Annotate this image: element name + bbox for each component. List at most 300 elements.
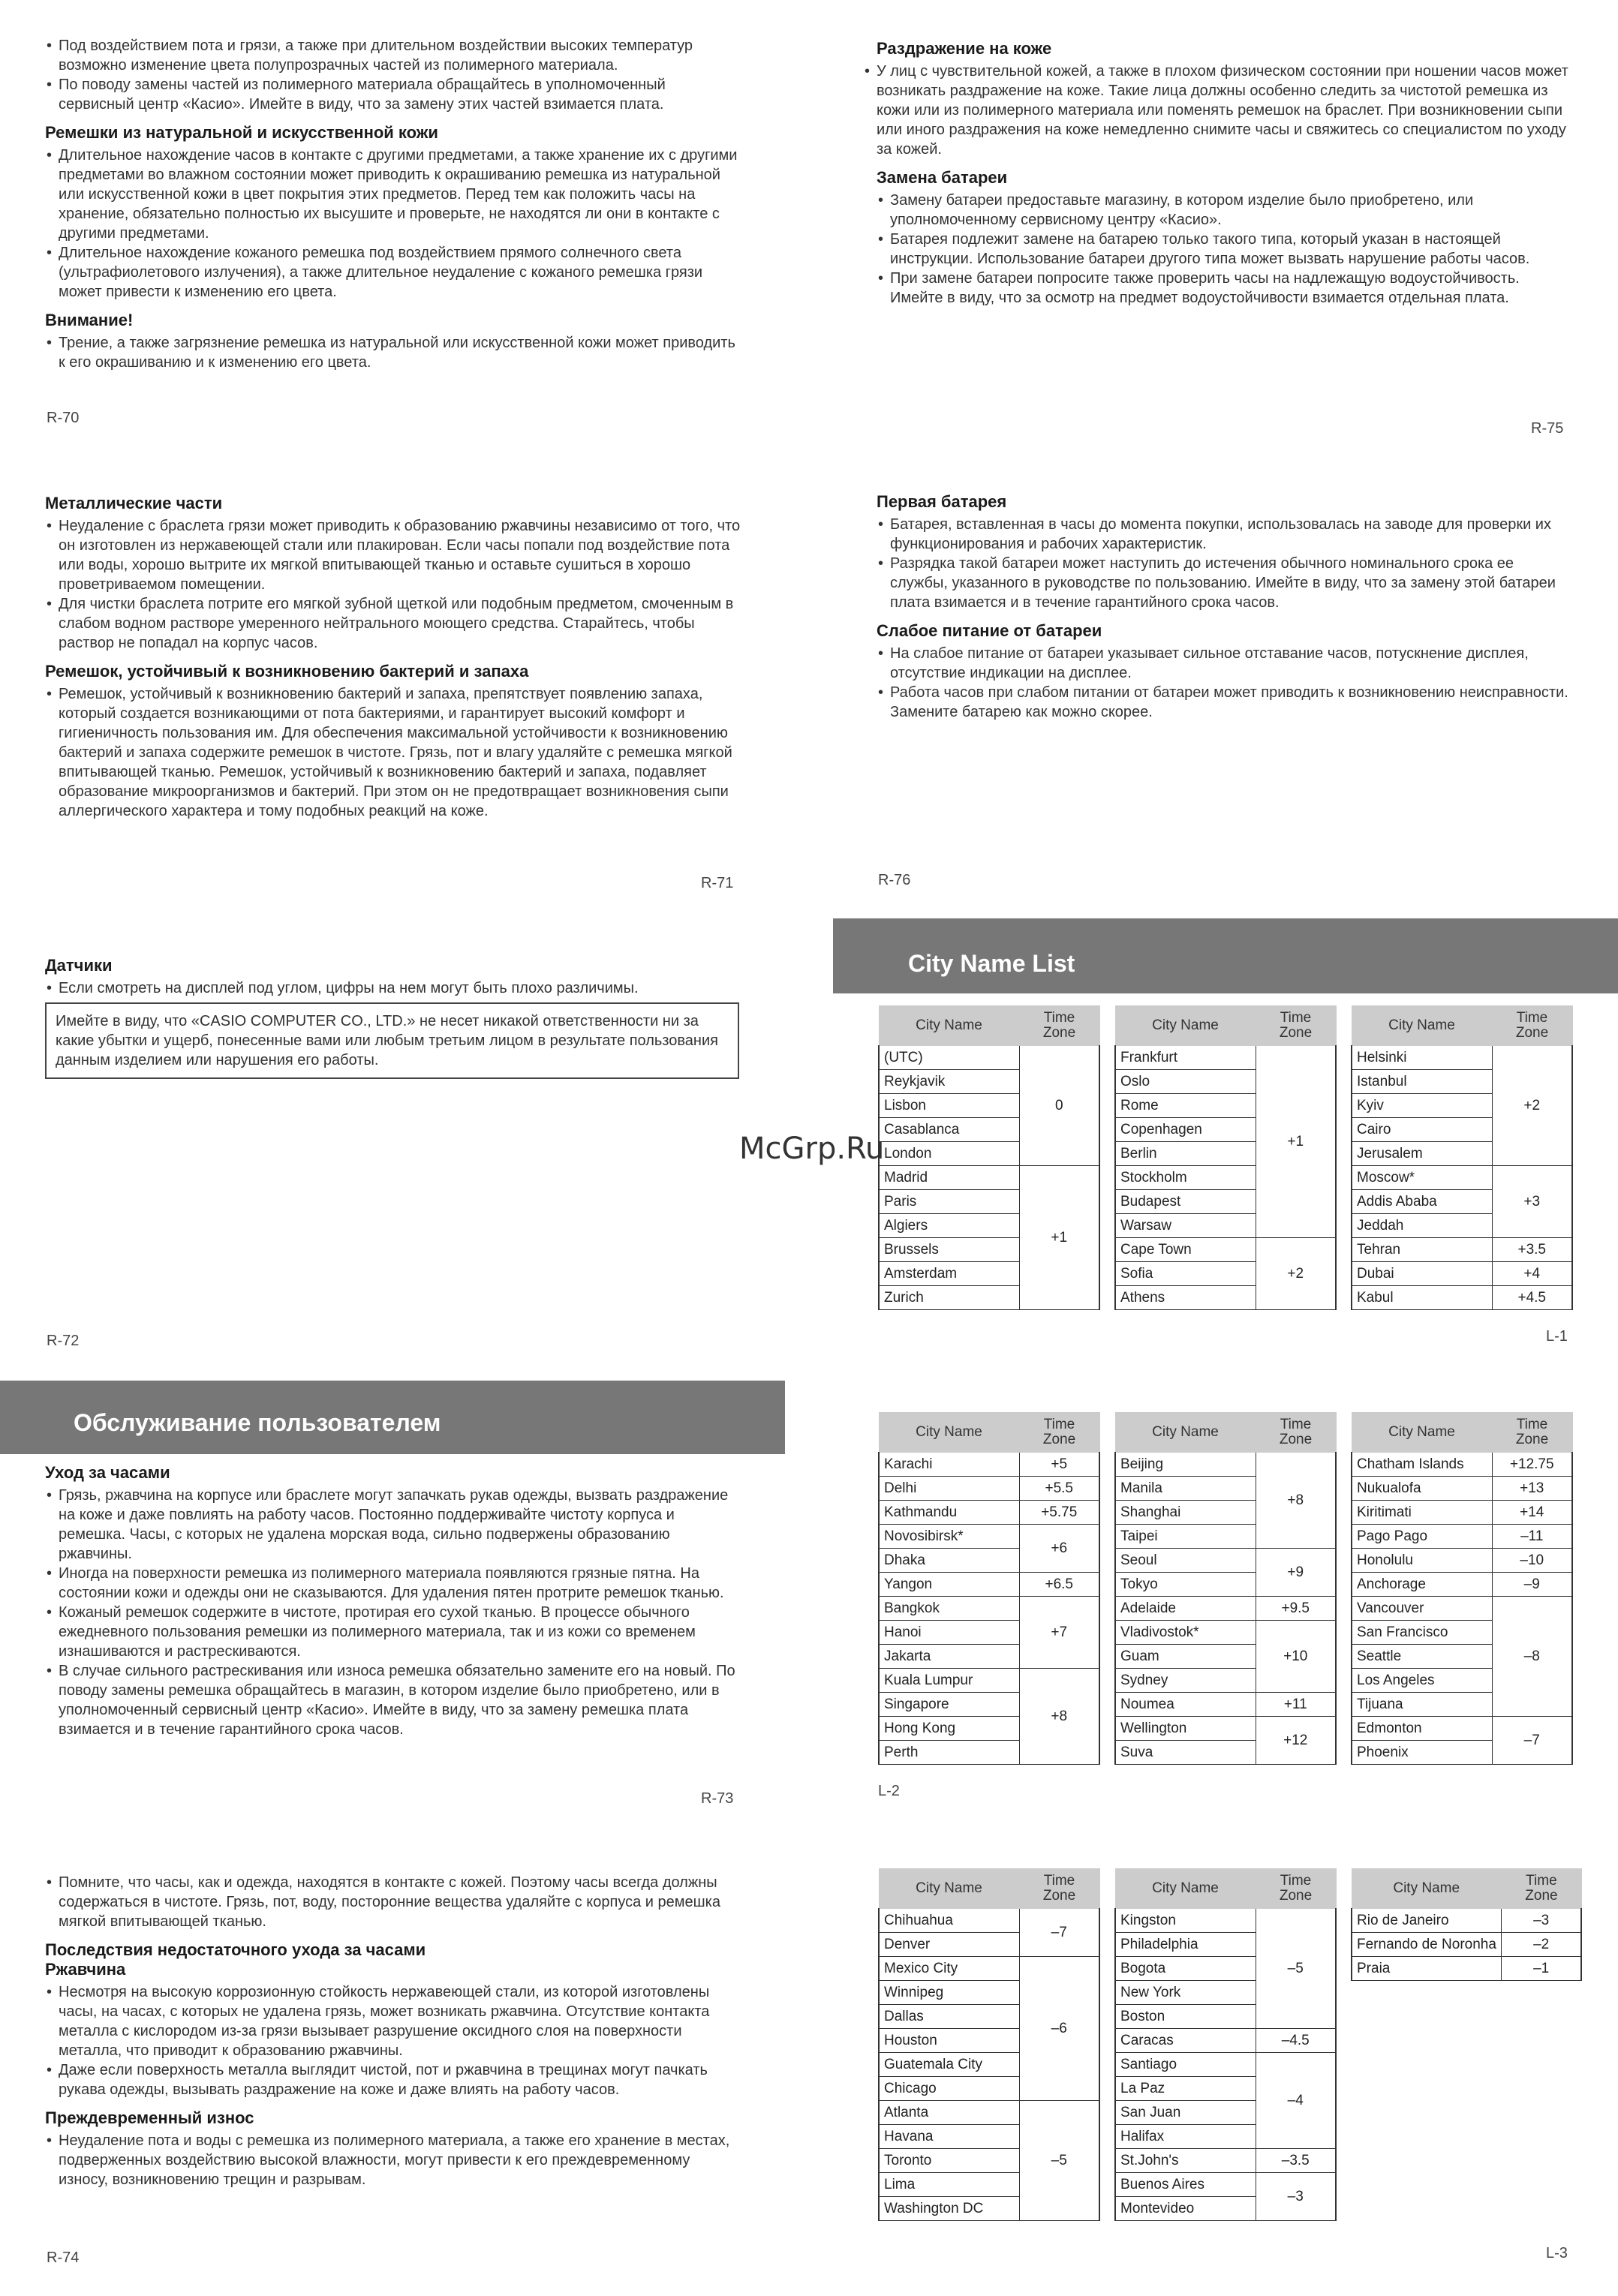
table-row [879,1957,1099,1981]
time-zone-cell: +12 [1256,1717,1336,1765]
city-table-9 [1351,1868,1582,1981]
page-r73 [45,1463,743,1748]
city-cell: Guam [1115,1645,1256,1669]
bullet-item: • Даже если поверхность металла выглядит чистой, пот и ржавчина в трещинах могут пачкать рукава одежды, вызывать раздражение на коже и даже влиять на работу часов. [45,2060,743,2099]
table-row [1115,1717,1336,1741]
bullets-r74-3 [45,2131,743,2189]
city-cell: Chicago [879,2077,1019,2101]
city-cell: Nukualofa [1352,1477,1492,1501]
time-zone-cell: +5.75 [1019,1501,1099,1525]
city-table-8 [1114,1868,1337,2221]
city-cell: Jeddah [1352,1214,1492,1238]
bullet-item: • Неудаление с браслета грязи может приводить к образованию ржавчины независимо от того, что он изготовлен из нержавеющей стали или плакирован. Если часы попали под воздействие пота или воды, хорошо вытрите их мягкой впитывающей тканью и оставьте сушиться в хорошо проветриваемом помещении. [45,516,743,594]
bullet-item: • Кожаный ремешок содержите в чистоте, протирая его сухой тканью. В процессе обычного ежедневного пользования ремешки из полимерного материала, так и из кожи со временем изнашиваются и растрескиваются. [45,1603,743,1661]
bullet-item: • Неудаление пота и воды с ремешка из полимерного материала, а также его хранение в местах, подверженных воздействию высокой влажности, могут привести к его преждевременному износу, возникновению трещин и разрывам. [45,2131,743,2189]
table-row [879,1573,1099,1597]
bullet-item: • Длительное нахождение кожаного ремешка под воздействием прямого солнечного света (ультрафиолетового излучения), а также длительное неудаление с кожаного ремешка грязи может привести к изменению его цвета. [45,243,743,302]
city-cell: Montevideo [1115,2197,1256,2221]
section-band-city-name-list: City Name List [833,918,1618,993]
bullet-item: • Батарея подлежит замене на батарею только такого типа, который указан в настоящей инструкции. Использование батареи другого типа может вызвать нарушение работы часов. [877,230,1574,269]
bullet-item: • Несмотря на высокую коррозионную стойкость нержавеющей стали, из которой изготовлены часы, на часах, с которых не удалена грязь, может возникать ржавчина. Отсутствие контакта металла с кислородом из-за грязи вызывает разрушение оксидного слоя на поверхности металла, что приводит к образованию ржавчины. [45,1982,743,2060]
bullet-item: • Длительное нахождение часов в контакте с другими предметами, а также хранение их с другими предметами во влажном состоянии может приводить к окрашиванию ремешка из натуральной или искусственной кожи в цвет покрытия этих предметов. Перед тем как положить часы на хранение, обязательно полностью их высушите и проверьте, не находятся ли они в контакте с другими предметами. [45,146,743,243]
header-city-name: City Name [879,1869,1019,1909]
bullets-r70-2 [45,146,743,302]
table-row [879,1501,1099,1525]
page-r76 [877,492,1574,731]
time-zone-cell: +9.5 [1256,1597,1336,1621]
page-number-l1: L-1 [1546,1328,1568,1345]
city-cell: Warsaw [1115,1214,1256,1238]
city-cell: Phoenix [1352,1741,1492,1765]
city-cell: Beijing [1115,1453,1256,1477]
header-time-label: Time [1280,1417,1312,1432]
city-cell: Wellington [1115,1717,1256,1741]
header-city-name: City Name [879,1413,1019,1453]
city-cell: Cairo [1352,1118,1492,1142]
city-cell: Frankfurt [1115,1046,1256,1070]
header-time-zone [1256,1869,1336,1909]
header-city-name: City Name [879,1006,1019,1046]
city-cell: Delhi [879,1477,1019,1501]
city-cell: Anchorage [1352,1573,1492,1597]
city-cell: Sydney [1115,1669,1256,1693]
city-cell: Seattle [1352,1645,1492,1669]
page-number-r72: R-72 [47,1333,80,1349]
bullets-r73-1 [45,1486,743,1739]
time-zone-cell: +14 [1492,1501,1572,1525]
city-table-6 [1351,1412,1573,1765]
bullets-r72-1 [45,978,739,998]
header-time-zone [1501,1869,1581,1909]
city-cell: Los Angeles [1352,1669,1492,1693]
time-zone-cell: +3.5 [1492,1238,1572,1262]
city-cell: Cape Town [1115,1238,1256,1262]
heading-skin-irritation: Раздражение на коже [877,39,1052,58]
time-zone-cell: –8 [1492,1597,1572,1717]
city-cell: Casablanca [879,1118,1019,1142]
city-cell: Vladivostok* [1115,1621,1256,1645]
table-row [1115,1909,1336,1933]
heading-insufficient-care: Последствия недостаточного ухода за часами [45,1940,426,1959]
header-zone-label: Zone [1042,1432,1076,1447]
city-cell: Toronto [879,2149,1019,2173]
city-cell: St.John's [1115,2149,1256,2173]
time-zone-cell: +2 [1256,1238,1336,1310]
city-cell: Addis Ababa [1352,1190,1492,1214]
city-cell: Philadelphia [1115,1933,1256,1957]
bullet-item: • Разрядка такой батареи может наступить до истечения обычного номинального срока ее службы, указанного в руководстве по пользованию. Имейте в виду, что за замену этой батареи плата взимается и в течение гарантийного срока часов. [877,554,1574,612]
bullet-item: • Для чистки браслета потрите его мягкой зубной щеткой или подобным предметом, смоченным в слабом водном растворе умеренного нейтрального моющего средства. Старайтесь, чтобы раствор не попадал на корпус часов. [45,594,743,653]
time-zone-cell: –3 [1501,1909,1581,1933]
table-row [1115,1238,1336,1262]
bullet-item: • Замену батареи предоставьте магазину, в котором изделие было приобретено, или уполномоченному сервисному центру «Касио». [877,191,1574,230]
page-number-r76: R-76 [878,872,911,888]
heading-leather-straps: Ремешки из натуральной и искусственной кожи [45,123,438,142]
city-cell: Stockholm [1115,1166,1256,1190]
table-row [1352,1262,1572,1286]
city-cell: Halifax [1115,2125,1256,2149]
city-cell: Kathmandu [879,1501,1019,1525]
bullet-item: • Под воздействием пота и грязи, а также при длительном воздействии высоких температур возможно изменение цвета полупрозрачных частей из полимерного материала. [45,36,743,75]
header-time-label: Time [1043,1417,1075,1432]
time-zone-cell: –5 [1256,1909,1336,2029]
header-zone-label: Zone [1515,1432,1549,1447]
city-cell: Kingston [1115,1909,1256,1933]
city-table-7 [878,1868,1100,2221]
table-row [1115,2053,1336,2077]
city-table-2 [1114,1005,1337,1310]
bullet-item: • Грязь, ржавчина на корпусе или браслете могут запачкать рукав одежды, вызвать раздражение на коже и даже повлиять на работу часов. Постоянно поддерживайте чистоту корпуса и ремешка. Часы, с которых не удалена морская вода, сильно подвержены образованию ржавчины. [45,1486,743,1564]
city-cell: Jerusalem [1352,1142,1492,1166]
city-cell: Atlanta [879,2101,1019,2125]
bullets-r76-1 [877,515,1574,612]
bullet-item: • Иногда на поверхности ремешка из полимерного материала появляются грязные пятна. На состоянии кожи и одежды они не сказываются. Для удаления пятен протрите ремешок тканью. [45,1564,743,1603]
page-number-l3: L-3 [1546,2245,1568,2261]
table-row [1352,1597,1572,1621]
time-zone-cell: +4 [1492,1262,1572,1286]
table-row [1352,1477,1572,1501]
header-time-label: Time [1043,1010,1075,1026]
city-table-3 [1351,1005,1573,1310]
city-cell: Adelaide [1115,1597,1256,1621]
header-city-name: City Name [1352,1006,1492,1046]
disclaimer-box: Имейте в виду, что «CASIO COMPUTER CO., LTD.» не несет никакой ответственности ни за какие убытки и ущерб, понесенные вами или любым третьим лицом в результате пользования данным изделием или нарушения его работы. [45,1002,739,1079]
time-zone-cell: 0 [1019,1046,1099,1166]
bullet-item: • Батарея, вставленная в часы до момента покупки, использовалась на заводе для проверки их функционирования и рабочих характеристик. [877,515,1574,554]
time-zone-cell: +1 [1256,1046,1336,1238]
city-cell: Honolulu [1352,1549,1492,1573]
page-number-r75: R-75 [1531,420,1564,437]
bullets-r70-3 [45,333,743,372]
bullet-item: • У лиц с чувствительной кожей, а также в плохом физическом состоянии при ношении часов может возникать раздражение на коже. Такие лица должны особенно следить за чистотой ремешка из кожи или из полимерного материала или поменять ремешок на браслет. При возникновении сыпи или иного раздражения на коже немедленно снимите часы и свяжитесь со специалистом по уходу за кожей. [863,62,1574,159]
city-cell: Moscow* [1352,1166,1492,1190]
header-zone-label: Zone [1525,1888,1558,1904]
city-cell: Bogota [1115,1957,1256,1981]
bullet-item: • На слабое питание от батареи указывает сильное отставание часов, потускнение дисплея, отсутствие индикации на дисплее. [877,644,1574,683]
header-time-label: Time [1516,1417,1548,1432]
city-cell: Reykjavik [879,1070,1019,1094]
city-cell: Washington DC [879,2197,1019,2221]
header-time-label: Time [1516,1010,1548,1026]
city-cell: Copenhagen [1115,1118,1256,1142]
city-cell: Taipei [1115,1525,1256,1549]
table-row [1352,1957,1581,1981]
city-cell: Suva [1115,1741,1256,1765]
city-cell: Rio de Janeiro [1352,1909,1501,1933]
city-cell: Noumea [1115,1693,1256,1717]
city-cell: Amsterdam [879,1262,1019,1286]
city-cell: Kiritimati [1352,1501,1492,1525]
page-r72 [45,956,739,1079]
table-row [879,2101,1099,2125]
header-time-zone [1019,1869,1099,1909]
city-cell: Yangon [879,1573,1019,1597]
city-cell: Guatemala City [879,2053,1019,2077]
time-zone-cell: –4.5 [1256,2029,1336,2053]
page-number-r70: R-70 [47,410,80,426]
heading-antibacterial-strap: Ремешок, устойчивый к возникновению бактерий и запаха [45,662,529,681]
page-number-l2: L-2 [878,1783,900,1799]
city-cell: Praia [1352,1957,1501,1981]
city-cell: Sofia [1115,1262,1256,1286]
time-zone-cell: +7 [1019,1597,1099,1669]
city-cell: Madrid [879,1166,1019,1190]
city-cell: Edmonton [1352,1717,1492,1741]
city-cell: Havana [879,2125,1019,2149]
city-cell: Kabul [1352,1286,1492,1310]
time-zone-cell: –6 [1019,1957,1099,2101]
heading-attention: Внимание! [45,311,134,329]
city-cell: Dallas [879,2005,1019,2029]
city-cell: Brussels [879,1238,1019,1262]
watermark: McGrp.Ru [739,1131,885,1166]
page-number-r74: R-74 [47,2249,80,2266]
city-cell: Fernando de Noronha [1352,1933,1501,1957]
city-cell: Caracas [1115,2029,1256,2053]
time-zone-cell: +9 [1256,1549,1336,1597]
time-zone-cell: +12.75 [1492,1453,1572,1477]
time-zone-cell: +4.5 [1492,1286,1572,1310]
header-time-label: Time [1526,1873,1557,1889]
table-row [1352,1909,1581,1933]
table-row [1115,1046,1336,1070]
table-row [879,1453,1099,1477]
table-row [879,1525,1099,1549]
header-time-label: Time [1043,1873,1075,1889]
table-row [1115,1693,1336,1717]
time-zone-cell: –11 [1492,1525,1572,1549]
city-cell: San Juan [1115,2101,1256,2125]
page-number-r71: R-71 [701,875,734,891]
table-row [879,1669,1099,1693]
bullet-item: • Ремешок, устойчивый к возникновению бактерий и запаха, препятствует появлению запаха, который создается возникающими от пота бактериями, и гарантирует высокий комфорт и гигиеничность пользования им. Для обеспечения максимальной устойчивости к возникновению бактерий и запаха содержите ремешок в чистоте. Грязь, пот и влагу удаляйте с ремешка мягкой впитывающей тканью. Ремешок, устойчивый к возникновению бактерий и запаха, подавляет образование микроорганизмов и бактерий. При этом он не предотвращает возникновения сыпи аллергического характера и тому подобных реакций на коже. [45,684,743,821]
table-row [879,1046,1099,1070]
time-zone-cell: +8 [1256,1453,1336,1549]
city-cell: Tehran [1352,1238,1492,1262]
city-cell: Houston [879,2029,1019,2053]
time-zone-cell: +11 [1256,1693,1336,1717]
city-cell: London [879,1142,1019,1166]
time-zone-cell: –3.5 [1256,2149,1336,2173]
city-cell: Novosibirsk* [879,1525,1019,1549]
bullets-r75-1 [863,62,1574,159]
time-zone-cell: –9 [1492,1573,1572,1597]
bullet-item: • При замене батареи попросите также проверить часы на надлежащую водоустойчивость. Имейте в виду, что за осмотр на предмет водоустойчивости взимается отдельная плата. [877,269,1574,308]
table-row [1115,1597,1336,1621]
city-cell: Shanghai [1115,1501,1256,1525]
page-r70 [45,36,743,372]
bullets-r71-2 [45,684,743,821]
city-cell: Chatham Islands [1352,1453,1492,1477]
city-cell: New York [1115,1981,1256,2005]
bullet-item: • По поводу замены частей из полимерного материала обращайтесь в уполномоченный сервисный центр «Касио». Имейте в виду, что за замену этих частей взимается плата. [45,75,743,114]
table-row [1352,1046,1572,1070]
header-city-name: City Name [1115,1413,1256,1453]
header-zone-label: Zone [1042,1888,1076,1904]
header-time-zone [1019,1413,1099,1453]
city-cell: Bangkok [879,1597,1019,1621]
time-zone-cell: +1 [1019,1166,1099,1310]
header-city-name: City Name [1115,1869,1256,1909]
city-cell: Jakarta [879,1645,1019,1669]
city-cell: Mexico City [879,1957,1019,1981]
section-band-user-maintenance: Обслуживание пользователем [0,1381,785,1454]
time-zone-cell: +5 [1019,1453,1099,1477]
time-zone-cell: +6.5 [1019,1573,1099,1597]
city-cell: Zurich [879,1286,1019,1310]
city-cell: Karachi [879,1453,1019,1477]
city-cell: Boston [1115,2005,1256,2029]
bullet-item: • В случае сильного растрескивания или износа ремешка обязательно замените его на новый. По поводу замены ремешка обращайтесь в магазин, в котором изделие было приобретено, или в уполномоченный сервисный центр «Касио». Имейте в виду, что за замену ремешка плата взимается и в течение гарантийного срока часов. [45,1661,743,1739]
time-zone-cell: +6 [1019,1525,1099,1573]
city-cell: (UTC) [879,1046,1019,1070]
city-cell: Perth [879,1741,1019,1765]
city-cell: Budapest [1115,1190,1256,1214]
table-row [1115,1621,1336,1645]
time-zone-cell: +13 [1492,1477,1572,1501]
city-cell: Berlin [1115,1142,1256,1166]
table-row [879,1477,1099,1501]
city-cell: Lisbon [879,1094,1019,1118]
header-zone-label: Zone [1042,1025,1076,1041]
header-city-name: City Name [1352,1869,1501,1909]
city-cell: Rome [1115,1094,1256,1118]
time-zone-cell: –7 [1019,1909,1099,1957]
bullet-item: • Помните, что часы, как и одежда, находятся в контакте с кожей. Поэтому часы всегда должны содержаться в чистоте. Грязь, пот, воду, посторонние вещества удаляйте с корпуса и ремешка мягкой впитывающей тканью. [45,1873,743,1931]
city-cell: Tijuana [1352,1693,1492,1717]
heading-first-battery: Первая батарея [877,492,1007,511]
table-row [1352,1549,1572,1573]
table-row [1115,1453,1336,1477]
bullets-r76-2 [877,644,1574,722]
city-cell: Santiago [1115,2053,1256,2077]
time-zone-cell: –4 [1256,2053,1336,2149]
header-time-zone [1019,1006,1099,1046]
header-city-name: City Name [1352,1413,1492,1453]
city-cell: San Francisco [1352,1621,1492,1645]
city-table-4 [878,1412,1100,1765]
city-cell: Chihuahua [879,1909,1019,1933]
city-cell: Paris [879,1190,1019,1214]
city-cell: Kyiv [1352,1094,1492,1118]
city-cell: Istanbul [1352,1070,1492,1094]
bullet-item: • Если смотреть на дисплей под углом, цифры на нем могут быть плохо различимы. [45,978,739,998]
time-zone-cell: +10 [1256,1621,1336,1693]
table-row [879,1597,1099,1621]
time-zone-cell: +3 [1492,1166,1572,1238]
city-cell: Dubai [1352,1262,1492,1286]
table-row [1352,1453,1572,1477]
city-cell: Lima [879,2173,1019,2197]
table-row [1115,2149,1336,2173]
city-cell: Helsinki [1352,1046,1492,1070]
heading-metal-parts: Металлические части [45,494,223,512]
city-cell: La Paz [1115,2077,1256,2101]
city-cell: Seoul [1115,1549,1256,1573]
time-zone-cell: –2 [1501,1933,1581,1957]
table-row [1352,1933,1581,1957]
city-cell: Hong Kong [879,1717,1019,1741]
heading-premature-wear: Преждевременный износ [45,2108,254,2127]
city-cell: Vancouver [1352,1597,1492,1621]
time-zone-cell: –10 [1492,1549,1572,1573]
header-zone-label: Zone [1279,1432,1313,1447]
city-cell: Denver [879,1933,1019,1957]
city-cell: Dhaka [879,1549,1019,1573]
header-time-zone [1256,1006,1336,1046]
heading-rust: Ржавчина [45,1960,126,1979]
table-row [1115,2173,1336,2197]
city-cell: Algiers [879,1214,1019,1238]
bullets-r74-2 [45,1982,743,2099]
header-time-label: Time [1280,1010,1312,1026]
table-row [879,1909,1099,1933]
time-zone-cell: +2 [1492,1046,1572,1166]
page-r75 [877,39,1574,317]
bullet-item: • Трение, а также загрязнение ремешка из натуральной или искусственной кожи может приводить к его окрашиванию и к изменению его цвета. [45,333,743,372]
header-city-name: City Name [1115,1006,1256,1046]
bullet-item: • Работа часов при слабом питании от батареи может приводить к возникновению неисправности. Замените батарею как можно скорее. [877,683,1574,722]
city-cell: Winnipeg [879,1981,1019,2005]
header-zone-label: Zone [1279,1025,1313,1041]
table-row [879,1166,1099,1190]
bullets-r70-1 [45,36,743,114]
heading-watch-care: Уход за часами [45,1463,170,1482]
page-r71 [45,494,743,830]
header-time-zone [1256,1413,1336,1453]
table-row [1352,1286,1572,1310]
city-cell: Kuala Lumpur [879,1669,1019,1693]
city-table-5 [1114,1412,1337,1765]
table-row [1352,1166,1572,1190]
bullets-r74-1 [45,1873,743,1931]
city-table-1 [878,1005,1100,1310]
table-row [1352,1501,1572,1525]
heading-sensors: Датчики [45,956,113,975]
city-cell: Hanoi [879,1621,1019,1645]
city-cell: Manila [1115,1477,1256,1501]
table-row [1352,1238,1572,1262]
time-zone-cell: –5 [1019,2101,1099,2221]
city-cell: Oslo [1115,1070,1256,1094]
page-number-r73: R-73 [701,1790,734,1807]
table-row [1115,2029,1336,2053]
heading-battery-replacement: Замена батареи [877,168,1008,187]
city-cell: Pago Pago [1352,1525,1492,1549]
time-zone-cell: –3 [1256,2173,1336,2221]
page-r74 [45,1873,743,2198]
header-zone-label: Zone [1515,1025,1549,1041]
heading-low-battery: Слабое питание от батареи [877,621,1102,640]
city-cell: Athens [1115,1286,1256,1310]
time-zone-cell: –1 [1501,1957,1581,1981]
table-row [1352,1525,1572,1549]
time-zone-cell: –7 [1492,1717,1572,1765]
table-row [1115,1549,1336,1573]
bullets-r71-1 [45,516,743,653]
header-time-zone [1492,1006,1572,1046]
city-cell: Buenos Aires [1115,2173,1256,2197]
header-zone-label: Zone [1279,1888,1313,1904]
time-zone-cell: +8 [1019,1669,1099,1765]
bullets-r75-2 [877,191,1574,308]
city-cell: Singapore [879,1693,1019,1717]
header-time-label: Time [1280,1873,1312,1889]
city-cell: Tokyo [1115,1573,1256,1597]
table-row [1352,1573,1572,1597]
header-time-zone [1492,1413,1572,1453]
table-row [1352,1717,1572,1741]
